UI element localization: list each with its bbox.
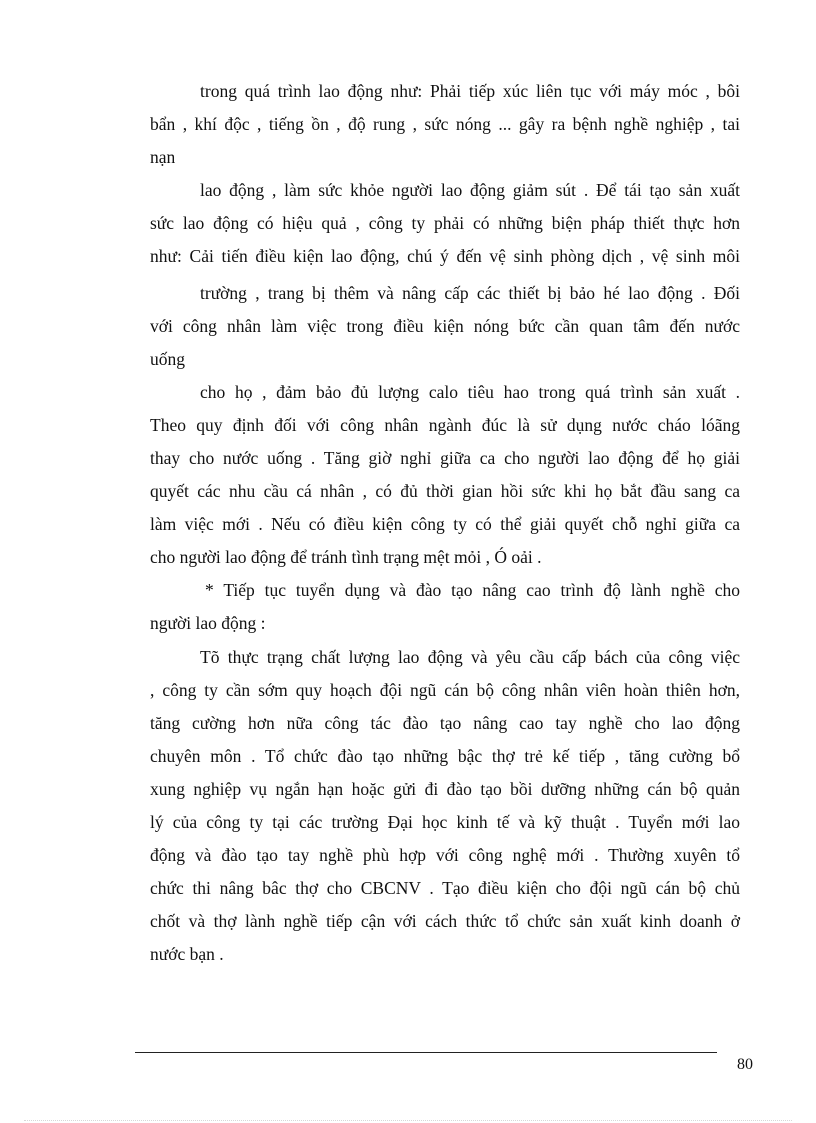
text-line: như: Cải tiến điều kiện lao động, chú ý đến vệ sinh phòng dịch , vệ sinh môi [150, 246, 740, 266]
text-line: lý của công ty tại các trường Đại học kinh tế và kỹ thuật . Tuyển mới lao [150, 812, 740, 832]
page-number: 80 [737, 1056, 753, 1073]
text-line: bẩn , khí độc , tiếng ồn , độ rung , sức nóng ... gây ra bệnh nghề nghiệp , tai [150, 114, 740, 134]
text-line: với công nhân làm việc trong điều kiện nóng bức cần quan tâm đến nước [150, 316, 740, 336]
text-line: cho họ , đảm bảo đủ lượng calo tiêu hao trong quá trình sản xuất . [200, 382, 740, 402]
text-line: quyết các nhu cầu cá nhân , có đủ thời gian hồi sức khi họ bắt đầu sang ca [150, 481, 740, 501]
text-line: nạn [150, 147, 176, 167]
page-bottom-divider [24, 1120, 792, 1121]
text-line: xung nghiệp vụ ngắn hạn hoặc gửi đi đào tạo bồi dưỡng những cán bộ quản [150, 779, 740, 799]
footer-rule [135, 1052, 717, 1053]
text-line: tăng cường hơn nữa công tác đào tạo nâng cao tay nghề cho lao động [150, 713, 740, 733]
text-line: thay cho nước uống . Tăng giờ nghỉ giữa ca cho người lao động để họ giải [150, 448, 740, 468]
section-heading: * Tiếp tục tuyển dụng và đào tạo nâng cao trình độ lành nghề cho [205, 580, 740, 600]
text-line: động và đào tạo tay nghề phù hợp với công nghệ mới . Thường xuyên tổ [150, 845, 740, 865]
text-line: uống [150, 349, 185, 369]
text-line: , công ty cần sớm quy hoạch đội ngũ cán bộ công nhân viên hoàn thiên hơn, [150, 680, 740, 700]
text-line: làm việc mới . Nếu có điều kiện công ty có thể giải quyết chỗ nghỉ giữa ca [150, 514, 740, 534]
text-line: trường , trang bị thêm và nâng cấp các thiết bị bảo hé lao động . Đối [200, 283, 740, 303]
text-line: sức lao động có hiệu quả , công ty phải có những biện pháp thiết thực hơn [150, 213, 740, 233]
text-line: chuyên môn . Tổ chức đào tạo những bậc thợ trẻ kế tiếp , tăng cường bổ [150, 746, 740, 766]
text-line: Tõ thực trạng chất lượng lao động và yêu cầu cấp bách của công việc [200, 647, 740, 667]
text-line: chức thi nâng bâc thợ cho CBCNV . Tạo điều kiện cho đội ngũ cán bộ chủ [150, 878, 740, 898]
text-line: cho người lao động để tránh tình trạng mệt mỏi , Ó oải . [150, 547, 542, 567]
text-line: Theo quy định đối với công nhân ngành đúc là sử dụng nước cháo lóãng [150, 415, 740, 435]
text-line: lao động , làm sức khỏe người lao động giảm sút . Để tái tạo sản xuất [200, 180, 740, 200]
section-heading-continued: người lao động : [150, 613, 266, 633]
text-line: trong quá trình lao động như: Phải tiếp xúc liên tục với máy móc , bôi [200, 81, 740, 101]
text-line: chốt và thợ lành nghề tiếp cận với cách thức tổ chức sản xuất kinh doanh ở [150, 911, 740, 931]
text-line: nước bạn . [150, 944, 224, 964]
